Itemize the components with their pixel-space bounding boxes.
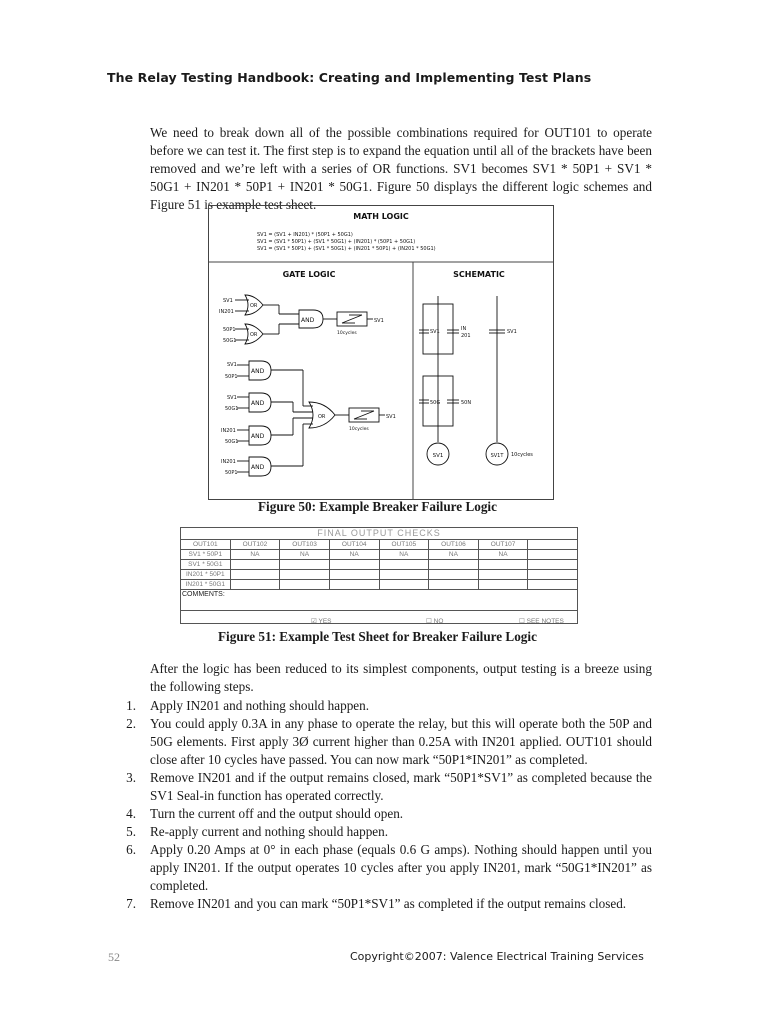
svg-text:10cycles: 10cycles: [349, 427, 369, 432]
table-row: IN201 * 50P1: [181, 570, 578, 580]
figure-50-caption: Figure 50: Example Breaker Failure Logic: [258, 499, 497, 514]
svg-text:AND: AND: [301, 317, 315, 324]
comments-label: COMMENTS:: [181, 590, 578, 611]
table-row: SV1 * 50P1 NA NA NA NA NA NA: [181, 550, 578, 560]
schematic: [419, 296, 533, 465]
list-item: 3. Remove IN201 and if the output remains closed, mark “50P1*SV1” as completed because the SV1 Seal-in function has operated correctly.: [126, 770, 652, 803]
svg-text:50G1: 50G1: [225, 439, 239, 445]
output-header: OUT101: [181, 540, 231, 550]
schematic-title: SCHEMATIC: [453, 270, 505, 279]
page-footer: Copyright©2007: Valence Electrical Training Services: [350, 950, 644, 963]
svg-text:50P1: 50P1: [225, 374, 238, 380]
svg-text:OR: OR: [250, 303, 258, 309]
figure-50: [208, 205, 554, 500]
svg-text:IN201: IN201: [219, 309, 234, 315]
sheet-header-row: [181, 540, 578, 550]
intro-paragraph: We need to break down all of the possible combinations required for OUT101 to operate before we can test it. The first step is to expand the equation until all of the brackets have been removed and we’re left with a series of OR functions. SV1 becomes SV1 * 50P1 + SV1 * 50G1 + IN201 * 50P1 + IN201 * 50G1. Figure 50 displays the different logic schemes and Figure 51 is example test sheet.: [150, 125, 652, 212]
list-item: 6. Apply 0.20 Amps at 0° in each phase (equals 0.6 G amps). Nothing should happen until you apply IN201. If the output operates 10 cycles after you apply IN201, mark “50G1*IN201” as completed.: [126, 842, 652, 893]
list-item: 2. You could apply 0.3A in any phase to operate the relay, but this will operate both the 50P and 50G elements. First apply 3Ø current higher than 0.25A with IN201 applied. OUT101 should close after 10 cycles have passed. You can now mark “50P1*IN201” as completed.: [126, 716, 652, 767]
sheet-title: FINAL OUTPUT CHECKS: [181, 528, 578, 540]
svg-text:50G: 50G: [430, 400, 441, 406]
list-item: 7. Remove IN201 and you can mark “50P1*SV1” as completed if the output remains closed.: [126, 896, 627, 911]
table-row: IN201 * 50G1: [181, 580, 578, 590]
svg-text:SV1: SV1: [223, 298, 233, 304]
svg-text:IN: IN: [461, 326, 467, 332]
figure-51-test-sheet: [180, 527, 578, 628]
table-row: SV1 * 50G1: [181, 560, 578, 570]
svg-text:201: 201: [461, 333, 471, 339]
svg-text:SV1: SV1: [386, 414, 396, 420]
steps-list: [122, 697, 652, 913]
svg-text:IN201: IN201: [221, 459, 236, 465]
equation-3: SV1 = (SV1 * 50P1) + (SV1 * 50G1) + (IN201 * 50P1) + (IN201 * 50G1): [257, 246, 436, 252]
output-header: OUT104: [329, 540, 379, 550]
svg-text:SV1: SV1: [507, 329, 517, 335]
svg-text:50P1: 50P1: [223, 327, 236, 333]
list-item: 4. Turn the current off and the output should open.: [126, 806, 404, 821]
svg-text:SV1: SV1: [227, 362, 237, 368]
svg-text:50G1: 50G1: [225, 406, 239, 412]
output-header: OUT105: [379, 540, 429, 550]
equation-2: SV1 = (SV1 * 50P1) + (SV1 * 50G1) + (IN201) * (50P1 + 50G1): [257, 239, 416, 245]
gate-logic-title: GATE LOGIC: [282, 270, 336, 279]
svg-text:IN201: IN201: [221, 428, 236, 434]
output-header: OUT107: [478, 540, 528, 550]
logic-diagram: [209, 206, 553, 499]
no-checkbox[interactable]: ☐ NO: [426, 618, 444, 624]
svg-text:AND: AND: [251, 368, 265, 375]
svg-text:OR: OR: [318, 414, 326, 420]
figure-51-caption: Figure 51: Example Test Sheet for Breaker Failure Logic: [218, 629, 537, 644]
svg-text:SV1: SV1: [432, 453, 444, 459]
svg-text:SV1: SV1: [227, 395, 237, 401]
equation-1: SV1 = (SV1 + IN201) * (50P1 + 50G1): [257, 232, 353, 238]
page-number: 52: [108, 950, 120, 964]
see-notes-label: SEE NOTES: [526, 618, 564, 624]
result-checkboxes: [181, 611, 578, 624]
output-header: OUT102: [230, 540, 280, 550]
math-logic-title: MATH LOGIC: [353, 212, 409, 221]
svg-text:AND: AND: [251, 464, 265, 471]
svg-text:10cycles: 10cycles: [511, 452, 533, 458]
output-header: OUT106: [429, 540, 479, 550]
page-header: The Relay Testing Handbook: Creating and Implementing Test Plans: [107, 70, 592, 85]
yes-label: YES: [318, 618, 332, 624]
list-item: 5. Re-apply current and nothing should happen.: [126, 824, 389, 839]
svg-text:50G1: 50G1: [223, 338, 237, 344]
svg-text:50N: 50N: [461, 400, 472, 406]
see-notes-checkbox[interactable]: ☐ SEE NOTES: [519, 618, 564, 624]
no-label: NO: [433, 618, 444, 624]
svg-text:SV1: SV1: [374, 318, 384, 324]
svg-text:AND: AND: [251, 433, 265, 440]
list-item: 1. Apply IN201 and nothing should happen.: [126, 698, 370, 713]
svg-text:SV1: SV1: [430, 329, 440, 335]
output-header: OUT103: [280, 540, 330, 550]
yes-checkbox[interactable]: ☑ YES: [311, 618, 332, 624]
svg-text:10cycles: 10cycles: [337, 331, 357, 336]
svg-text:OR: OR: [250, 332, 258, 338]
svg-text:SV1T: SV1T: [490, 453, 504, 459]
svg-text:50P1: 50P1: [225, 470, 238, 476]
gate-logic: [219, 295, 396, 476]
after-paragraph: After the logic has been reduced to its simplest components, output testing is a breeze using the following steps.: [150, 661, 652, 694]
svg-text:AND: AND: [251, 400, 265, 407]
